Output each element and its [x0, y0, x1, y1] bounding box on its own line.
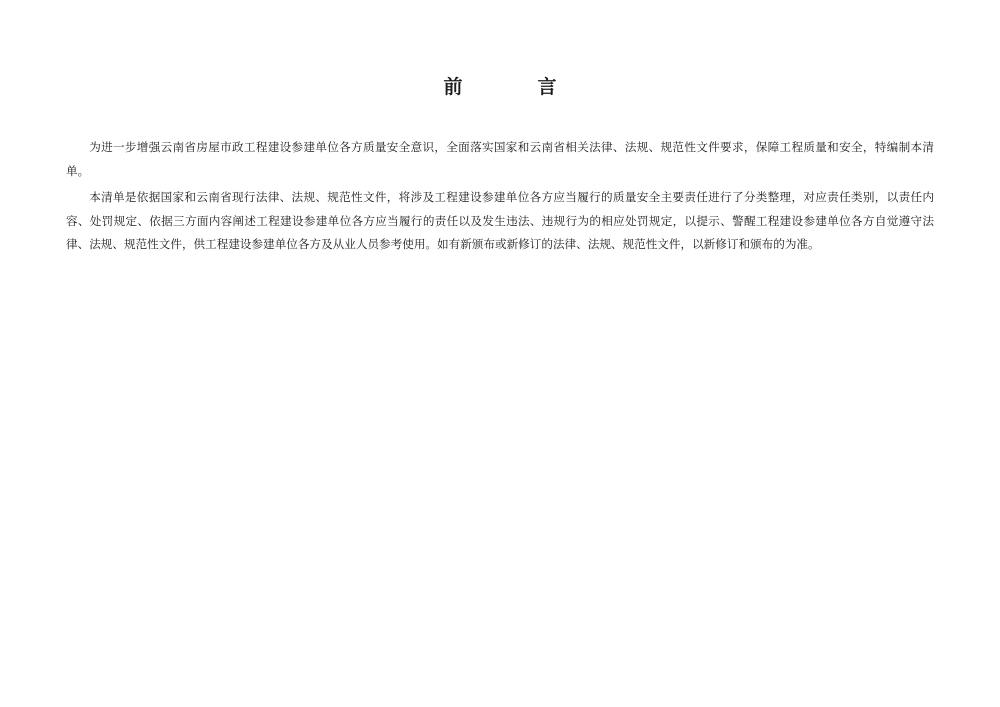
preface-body: [66, 136, 934, 260]
preface-paragraph-2: 本清单是依据国家和云南省现行法律、法规、规范性文件，将涉及工程建设参建单位各方应当履行的质量安全主要责任进行了分类整理，对应责任类别，以责任内容、处罚规定、依据三方面内容阐述工程建设参建单位各方应当履行的责任以及发生违法、违规行为的相应处罚规定，以提示、警醒工程建设参建单位各方自觉遵守法律、法规、规范性文件，供工程建设参建单位各方及从业人员参考使用。如有新颁布或新修订的法律、法规、规范性文件，以新修订和颁布的为准。: [66, 190, 934, 251]
preface-paragraph-1: 为进一步增强云南省房屋市政工程建设参建单位各方质量安全意识，全面落实国家和云南省相关法律、法规、规范性文件要求，保障工程质量和安全，特编制本清单。: [66, 140, 934, 178]
page-title: 前 言: [443, 76, 585, 98]
